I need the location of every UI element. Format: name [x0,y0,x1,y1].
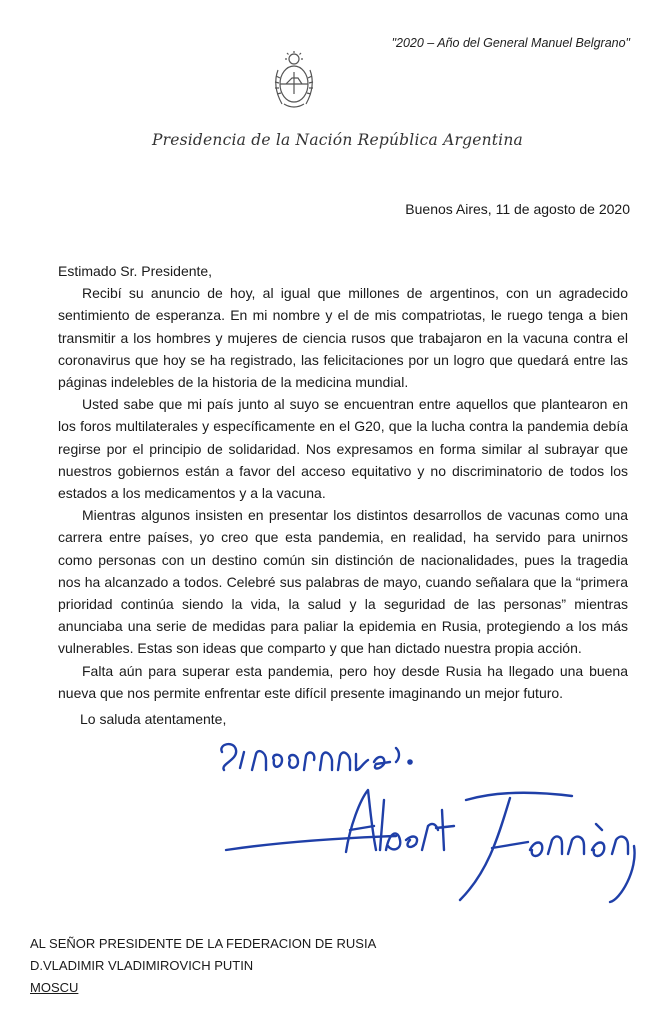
argentina-coat-of-arms-icon [270,50,318,112]
paragraph: Mientras algunos insisten en presentar los distintos desarrollos de vacunas como una carrera entre países, yo creo que esta pandemia, en realidad, ha servido para unirnos como personas con un destino común sin distinción de nacionalidades, pues la tragedia nos ha alcanzado a todos. Celebré sus palabras de mayo, cuando señalara que la “primera prioridad continúa siendo la vida, la salud y la seguridad de las personas” mientras anunciaba una serie de medidas para paliar la epidemia en Rusia, protegiendo a los más vulnerables. Estas son ideas que comparto y que han dictado nuestra propia acción. [58,507,628,657]
letter-body [58,260,628,704]
letter-date: Buenos Aires, 11 de agosto de 2020 [405,201,630,217]
handwritten-signature [200,730,640,905]
closing-line: Lo saluda atentamente, [80,711,227,727]
institution-name: Presidencia de la Nación República Argentina [152,131,523,149]
year-motto: "2020 – Año del General Manuel Belgrano" [391,36,630,50]
paragraph: Usted sabe que mi país junto al suyo se encuentran entre aquellos que plantearon en los foros multilaterales y específicamente en el G20, que la lucha contra la pandemia debía regirse por el principio de solidaridad. Nos expresamos en forma similar al subrayar que nuestros gobiernos están a favor del acceso equitativo y no discriminatorio de todos los estados a los medicamentos y a la vacuna. [58,396,628,502]
addressee-block [30,933,376,999]
paragraph: Recibí su anuncio de hoy, al igual que millones de argentinos, con un agradecido sentimiento de esperanza. En mi nombre y el de mis compatriotas, le ruego tenga a bien transmitir a los hombres y mujeres de ciencia rusos que trabajaron en la vacuna contra el coronavirus que hoy se ha registrado, las felicitaciones por un logro que quedará entre las páginas indelebles de la historia de la medicina mundial. [58,285,628,391]
paragraph: Falta aún para superar esta pandemia, pero hoy desde Rusia ha llegado una buena nueva que nos permite enfrentar este difícil presente imaginando un mejor futuro. [58,662,628,701]
addressee-city: MOSCU [30,980,79,995]
addressee-name: D.VLADIMIR VLADIMIROVICH PUTIN [30,958,254,973]
addressee-line: AL SEÑOR PRESIDENTE DE LA FEDERACION DE RUSIA [30,936,377,951]
salutation: Estimado Sr. Presidente, [58,263,213,279]
